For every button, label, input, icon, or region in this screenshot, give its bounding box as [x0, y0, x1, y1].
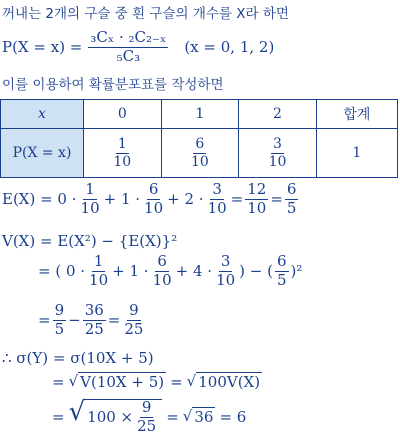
exp-r1-num: 12: [247, 180, 267, 198]
sig3-eq: =: [52, 407, 65, 426]
distribution-table: [0, 99, 398, 178]
var2-p2: + 1 ·: [112, 262, 149, 281]
sig3-eq2: =: [166, 407, 179, 426]
var3-c-den: 25: [124, 319, 144, 338]
sig3-frac-den: 25: [137, 416, 157, 435]
intro-line: 꺼내는 2개의 구슬 중 흰 구슬의 개수를 X라 하면: [2, 6, 289, 22]
pmf-lhs: P(X = x) =: [2, 38, 83, 57]
header-1: 1: [161, 100, 239, 129]
header-x: x: [1, 100, 84, 129]
table-intro-line: 이를 이용하여 확률분포표를 작성하면: [2, 77, 224, 93]
var3-b-num: 36: [84, 301, 104, 319]
sig3-end: = 6: [219, 407, 247, 426]
exp-r2-den: 5: [286, 198, 297, 217]
prob-2-num: 3: [273, 135, 282, 152]
exp-t1-den: 10: [80, 198, 100, 217]
pmf-fraction: [88, 30, 168, 65]
row-label: P(X = x): [1, 129, 84, 178]
var2-end: )²: [290, 262, 303, 281]
header-0: 0: [84, 100, 162, 129]
sigma-line-1: ∴ σ(Y) = σ(10X + 5): [2, 349, 154, 367]
exp-r2-num: 6: [286, 180, 297, 198]
var3-b-den: 25: [84, 319, 104, 338]
var3-eq: =: [38, 311, 51, 330]
sig2-rad1: V(10X + 5): [80, 373, 165, 391]
prob-1-num: 6: [195, 135, 205, 152]
variance-line-3: [38, 303, 147, 338]
var2-t2-den: 10: [152, 270, 172, 289]
variance-line-1: V(X) = E(X²) − {E(X)}²: [2, 232, 178, 250]
exp-p3: + 2 ·: [167, 190, 204, 209]
sqrt-icon: √: [68, 397, 86, 427]
var2-t1-num: 1: [93, 252, 104, 270]
prob-2-den: 10: [268, 153, 287, 170]
sig2-rad2: 100V(X): [198, 373, 261, 391]
sqrt-icon: √: [68, 372, 79, 390]
header-2: 2: [239, 100, 317, 129]
var3-minus: −: [68, 311, 81, 330]
sqrt-icon: √: [182, 407, 193, 426]
sig3-frac-num: 9: [141, 398, 152, 416]
pmf-denominator: ₅C₃: [116, 46, 141, 65]
table-prob-row: [1, 129, 398, 178]
var3-a-den: 5: [54, 319, 65, 338]
exp-r1-den: 10: [247, 198, 267, 217]
var3-eq2: =: [107, 311, 121, 330]
sig2-eq: =: [52, 372, 65, 391]
var2-t1-den: 10: [89, 270, 109, 289]
var2-t2-num: 6: [157, 252, 167, 270]
sig3-rad-pre: 100 ×: [87, 408, 134, 427]
pmf-numerator: ₃Cₓ · ₂C₂₋ₓ: [90, 28, 167, 46]
sig2-eq2: =: [170, 372, 183, 391]
exp-p2: + 1 ·: [103, 190, 141, 209]
pmf-formula: [2, 30, 274, 65]
sig3-rad2: 36: [194, 408, 214, 427]
variance-line-2: [38, 254, 302, 289]
prob-0-den: 10: [113, 153, 132, 170]
var3-c-num: 9: [129, 301, 139, 319]
prob-1-den: 10: [190, 153, 209, 170]
header-total: 합계: [316, 100, 397, 129]
table-header-row: [1, 100, 398, 129]
prob-cell-1: [161, 129, 239, 178]
prob-cell-2: [239, 129, 317, 178]
exp-lhs: E(X) = 0 ·: [2, 190, 77, 209]
exp-t3-num: 3: [212, 180, 222, 198]
var2-p3: + 4 ·: [175, 262, 213, 281]
var2-f-den: 5: [276, 270, 287, 289]
exp-eq2: =: [270, 190, 283, 209]
prob-0-num: 1: [117, 135, 127, 152]
expectation-line: [2, 182, 300, 217]
sigma-line-3: [52, 399, 246, 435]
var2-f-num: 6: [276, 252, 287, 270]
prob-cell-0: [84, 129, 162, 178]
prob-total: 1: [316, 129, 397, 178]
var2-t3-num: 3: [220, 252, 231, 270]
exp-eq: =: [230, 190, 244, 209]
pmf-condition: (x = 0, 1, 2): [184, 38, 275, 57]
exp-t2-den: 10: [144, 198, 164, 217]
var3-a-num: 9: [54, 301, 65, 319]
sqrt-icon: √: [186, 372, 197, 390]
var2-t3-den: 10: [216, 270, 236, 289]
exp-t3-den: 10: [207, 198, 227, 217]
var2-pre: = ( 0 ·: [38, 262, 86, 281]
sigma-line-2: [52, 372, 262, 391]
exp-t1-num: 1: [85, 180, 95, 198]
exp-t2-num: 6: [148, 180, 159, 198]
var2-post: ) − (: [239, 262, 273, 281]
